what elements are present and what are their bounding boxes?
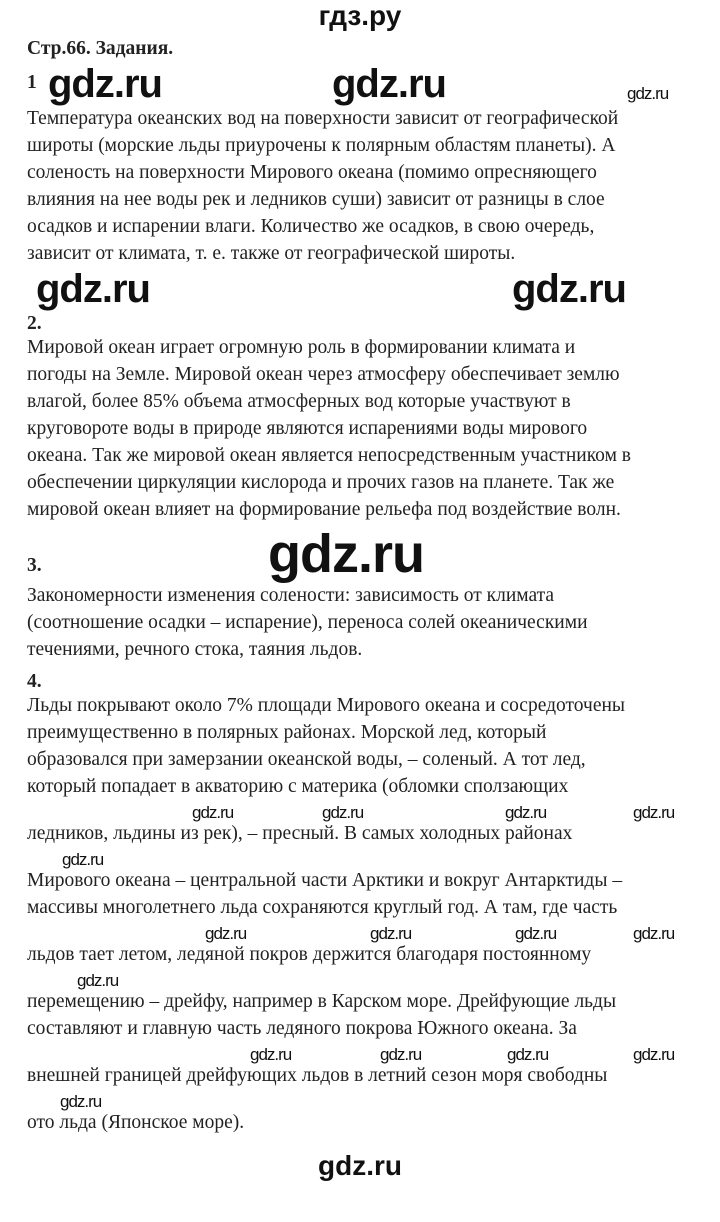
- text-line: (соотношение осадки – испарение), переноса солей океаническими: [27, 612, 588, 633]
- watermark: gdz.ru: [332, 62, 446, 106]
- text-line: мировой океан влияет на формирование рельефа под воздействие волн.: [27, 499, 621, 520]
- text-line: соленость на поверхности Мирового океана (помимо опресняющего: [27, 162, 597, 183]
- text-line: Закономерности изменения солености: зависимость от климата: [27, 585, 555, 606]
- section-number: 4.: [27, 671, 42, 692]
- text-line: зависит от климата, т. е. также от географической широты.: [27, 243, 516, 264]
- watermark: gdz.ru: [633, 1045, 675, 1064]
- watermark: gdz.ru: [250, 1045, 292, 1064]
- watermark: gdz.ru: [515, 924, 557, 943]
- page-heading: Стр.66. Задания.: [27, 38, 174, 59]
- watermark: gdz.ru: [627, 84, 669, 103]
- section-number: 3.: [27, 555, 42, 576]
- text-line: круговороте воды в природе являются испарениями воды мирового: [27, 418, 588, 439]
- section-number: 1: [27, 72, 37, 93]
- section-number: 2.: [27, 313, 42, 334]
- watermark: gdz.ru: [60, 1092, 102, 1111]
- watermark: gdz.ru: [370, 924, 412, 943]
- text-line: ото льда (Японское море).: [27, 1112, 245, 1133]
- watermark: gdz.ru: [77, 971, 119, 990]
- watermark: gdz.ru: [322, 803, 364, 822]
- text-line: льдов тает летом, ледяной покров держится благодаря постоянному: [27, 944, 592, 965]
- watermark: gdz.ru: [192, 803, 234, 822]
- text-line: Мировой океан играет огромную роль в формировании климата и: [27, 337, 576, 358]
- watermark: gdz.ru: [507, 1045, 549, 1064]
- text-line: преимущественно в полярных районах. Морской лед, который: [27, 722, 547, 743]
- watermark: gdz.ru: [505, 803, 547, 822]
- text-line: широты (морские льды приурочены к полярным областям планеты). А: [27, 135, 616, 156]
- watermark: gdz.ru: [633, 803, 675, 822]
- watermark: gdz.ru: [380, 1045, 422, 1064]
- text-line: влагой, более 85% объема атмосферных вод которые участвуют в: [27, 391, 571, 412]
- site-header[interactable]: гдз.ру: [318, 0, 402, 31]
- text-line: внешней границей дрейфующих льдов в летний сезон моря свободны: [27, 1065, 608, 1086]
- text-line: влияния на нее воды рек и ледников суши) зависит от разницы в слое: [27, 189, 605, 210]
- watermark: gdz.ru: [633, 924, 675, 943]
- text-line: ледников, льдины из рек), – пресный. В самых холодных районах: [27, 823, 573, 844]
- text-line: который попадает в акваторию с материка (обломки сползающих: [27, 776, 569, 797]
- watermark: gdz.ru: [268, 524, 424, 584]
- text-line: массивы многолетнего льда сохраняются круглый год. А там, где часть: [27, 897, 618, 918]
- watermark: gdz.ru: [62, 850, 104, 869]
- text-line: Льды покрывают около 7% площади Мирового океана и сосредоточены: [27, 695, 626, 716]
- watermark: gdz.ru: [512, 267, 626, 311]
- text-line: осадков и испарении влаги. Количество же осадков, в свою очередь,: [27, 216, 595, 237]
- text-line: составляют и главную часть ледяного покрова Южного океана. За: [27, 1018, 577, 1039]
- site-footer[interactable]: gdz.ru: [318, 1150, 402, 1181]
- text-line: Мирового океана – центральной части Арктики и вокруг Антарктиды –: [27, 870, 623, 891]
- text-line: погоды на Земле. Мировой океан через атмосферу обеспечивает землю: [27, 364, 620, 385]
- text-line: течениями, речного стока, таяния льдов.: [27, 639, 363, 660]
- watermark: gdz.ru: [36, 267, 150, 311]
- watermark: gdz.ru: [48, 62, 162, 106]
- watermark: gdz.ru: [205, 924, 247, 943]
- text-line: образовался при замерзании океанской воды, – соленый. А тот лед,: [27, 749, 586, 770]
- text-line: Температура океанских вод на поверхности зависит от географической: [27, 108, 619, 129]
- text-line: обеспечении циркуляции кислорода и прочих газов на планете. Так же: [27, 472, 615, 493]
- text-line: перемещению – дрейфу, например в Карском море. Дрейфующие льды: [27, 991, 617, 1012]
- text-line: океана. Так же мировой океан является непосредственным участником в: [27, 445, 631, 466]
